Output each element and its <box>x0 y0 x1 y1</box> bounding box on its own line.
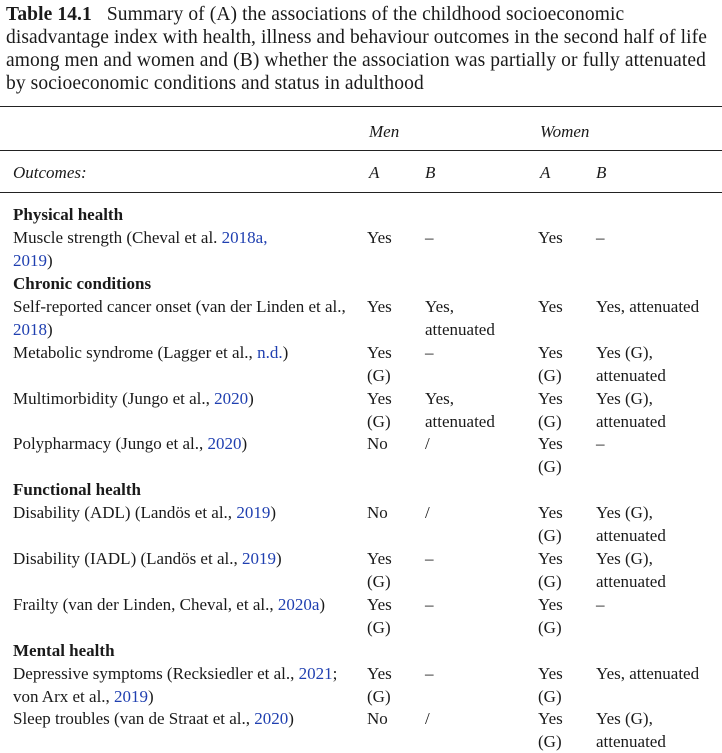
section-chronic-conditions: Chronic conditions <box>13 274 152 293</box>
table-row <box>13 432 358 455</box>
men-a-value: Yes (G) <box>367 664 392 706</box>
citation-link[interactable]: 2018 <box>13 320 47 339</box>
women-a-value: Yes (G) <box>538 389 563 431</box>
outcome-text: ) <box>288 709 294 728</box>
women-a-value: Yes (G) <box>538 709 563 751</box>
women-a-value: Yes (G) <box>538 664 563 706</box>
outcome-text: ; von Arx et al., <box>13 664 338 706</box>
table-row <box>13 547 358 570</box>
men-b-value: / <box>425 503 430 522</box>
citation-link[interactable]: 2020 <box>207 434 242 453</box>
women-b-value: Yes, attenuated <box>596 664 700 683</box>
women-a-value: Yes (G) <box>538 434 563 476</box>
men-a-value: Yes (G) <box>367 595 392 637</box>
men-b-header: B <box>425 163 436 182</box>
table-label: Table 14.1 <box>6 4 92 25</box>
women-b-value: – <box>596 434 605 453</box>
table-row <box>13 593 358 616</box>
men-a-header: A <box>369 163 380 182</box>
men-a-value: No <box>367 434 388 453</box>
table-row <box>13 295 363 341</box>
citation-link[interactable]: 2018a, <box>221 228 268 247</box>
women-a-value: Yes <box>538 297 563 316</box>
citation-link[interactable]: 2021 <box>298 664 333 683</box>
women-a-value: Yes (G) <box>538 595 563 637</box>
table-row <box>13 341 358 364</box>
column-header-rule <box>0 192 722 193</box>
men-b-value: – <box>425 228 434 247</box>
women-b-value: Yes (G), attenuated <box>596 709 666 751</box>
outcome-text: ) <box>319 595 326 614</box>
outcome-text: Muscle strength (Cheval et al. <box>13 228 222 247</box>
women-a-value: Yes (G) <box>538 549 563 591</box>
table-caption <box>6 3 720 95</box>
outcome-text: ) <box>241 434 248 453</box>
citation-link[interactable]: 2020 <box>254 709 289 728</box>
section-mental-health: Mental health <box>13 641 115 660</box>
men-b-value: / <box>425 434 430 453</box>
men-a-value: Yes (G) <box>367 343 392 385</box>
men-a-value: Yes (G) <box>367 549 392 591</box>
citation-link[interactable]: 2019 <box>241 549 276 568</box>
women-a-value: Yes (G) <box>538 503 563 545</box>
women-header: Women <box>540 122 590 141</box>
section-physical-health: Physical health <box>13 205 124 224</box>
header-rule <box>0 150 722 151</box>
outcome-text: Multimorbidity (Jungo et al., <box>13 389 215 408</box>
men-b-value: Yes, attenuated <box>425 389 495 431</box>
outcome-text: Polypharmacy (Jungo et al., <box>13 434 208 453</box>
men-header: Men <box>369 122 400 141</box>
women-b-value: Yes (G), attenuated <box>596 343 666 385</box>
men-a-value: No <box>367 503 388 522</box>
citation-link[interactable]: 2019 <box>13 251 47 270</box>
outcome-text: Disability (IADL) (Landös et al., <box>13 549 242 568</box>
outcome-text: Depressive symptoms (Recksiedler et al., <box>13 664 299 683</box>
women-b-value: Yes (G), attenuated <box>596 389 666 431</box>
women-a-value: Yes (G) <box>538 343 563 385</box>
section-functional-health: Functional health <box>13 480 141 499</box>
outcome-text: ) <box>248 389 254 408</box>
men-b-value: / <box>425 709 430 728</box>
outcomes-header: Outcomes: <box>13 163 87 182</box>
outcome-text: Frailty (van der Linden, Cheval, et al., <box>13 595 278 614</box>
women-b-value: Yes, attenuated <box>596 297 700 316</box>
citation-link[interactable]: 2019 <box>236 503 271 522</box>
outcome-text: ) <box>47 251 53 270</box>
table-row <box>13 226 358 272</box>
men-b-value: Yes, attenuated <box>425 297 495 339</box>
women-b-value: Yes (G), attenuated <box>596 503 666 545</box>
outcome-text: Sleep troubles (van de Straat et al., <box>13 709 255 728</box>
citation-link[interactable]: 2020a <box>277 595 320 614</box>
outcome-text: ) <box>47 320 53 339</box>
men-b-value: – <box>425 664 434 683</box>
men-b-value: – <box>425 549 434 568</box>
outcome-text: Disability (ADL) (Landös et al., <box>13 503 237 522</box>
men-a-value: No <box>367 709 388 728</box>
women-a-header: A <box>540 163 551 182</box>
outcome-text: ) <box>148 687 154 706</box>
women-b-value: – <box>596 595 605 614</box>
men-b-value: – <box>425 595 434 614</box>
women-a-value: Yes <box>538 228 563 247</box>
caption-text: Summary of (A) the associations of the childhood socioeconomic disadvantage index with health, illness and behaviour outcomes in the second half of life among men and women and (B) whether the association was partially or fully attenuated by socioeconomic conditions and status in adulthood <box>6 4 707 94</box>
citation-link[interactable]: 2020 <box>214 389 249 408</box>
table-row <box>13 501 358 524</box>
citation-link[interactable]: n.d. <box>257 343 283 362</box>
outcome-text: Metabolic syndrome (Lagger et al., <box>13 343 258 362</box>
outcome-text: Self-reported cancer onset (van der Linden et al., <box>13 297 346 316</box>
men-a-value: Yes <box>367 228 392 247</box>
men-a-value: Yes <box>367 297 392 316</box>
outcome-text: ) <box>282 343 289 362</box>
outcome-text: ) <box>275 549 282 568</box>
table-row <box>13 662 358 708</box>
outcome-text: ) <box>270 503 276 522</box>
men-a-value: Yes (G) <box>367 389 392 431</box>
citation-link[interactable]: 2019 <box>114 687 149 706</box>
top-rule <box>0 106 722 107</box>
table-row <box>13 707 358 730</box>
women-b-value: Yes (G), attenuated <box>596 549 666 591</box>
table-row <box>13 387 358 410</box>
women-b-header: B <box>596 163 607 182</box>
men-b-value: – <box>425 343 434 362</box>
women-b-value: – <box>596 228 605 247</box>
